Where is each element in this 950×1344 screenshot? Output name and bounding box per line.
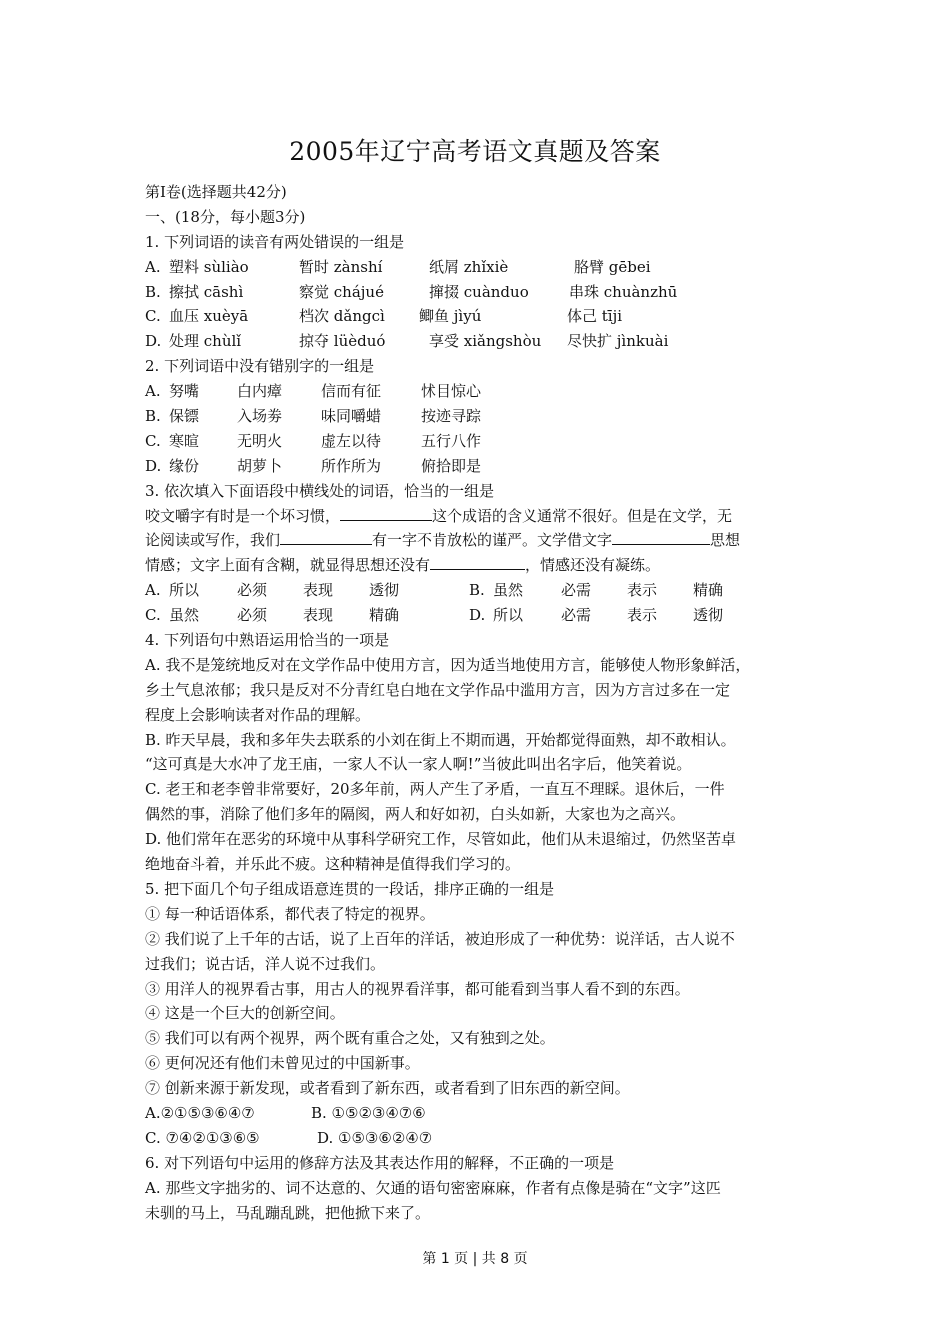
fill-blank-3	[612, 528, 710, 545]
question-2-option-c: C. 寒暄 无明火 虚左以待 五行八作	[145, 431, 482, 450]
question-1-stem: 1. 下列词语的读音有两处错误的一组是	[145, 232, 405, 251]
document-title: 2005年辽宁高考语文真题及答案	[289, 137, 661, 166]
question-2-option-d: D. 缘份 胡萝卜 所作所为 俯拾即是	[145, 456, 482, 475]
question-2-option-b: B. 保镖 入场劵 味同嚼蜡 按迹寻踪	[145, 407, 482, 426]
question-3-options-ab: A. 所以 必须 表现 透彻 B. 虽然 必需 表示 精确	[145, 581, 724, 600]
question-1-option-c: C. 血压 xuèyā 档次 dǎngcì 鲫鱼 jìyú 体己 tīji	[145, 307, 623, 326]
question-3-stem: 3. 依次填入下面语段中横线处的词语，恰当的一组是	[145, 481, 495, 500]
question-4-option-a-line: A. 我不是笼统地反对在文学作品中使用方言，因为适当地使用方言，能够使人物形象鲜活，	[145, 655, 751, 674]
question-5-stem: 5. 把下面几个句子组成语意连贯的一段话，排序正确的一组是	[145, 879, 555, 898]
question-4-option-b-line: “这可真是大水冲了龙王庙，一家人不认一家人啊!”当彼此叫出名字后，他笑着说。	[145, 755, 692, 774]
question-5-sentence: ① 每一种话语体系，都代表了特定的视界。	[145, 904, 435, 923]
question-5-sentence: ④ 这是一个巨大的创新空间。	[145, 1004, 345, 1023]
question-5-sentence: ⑦ 创新来源于新发现，或者看到了新东西，或者看到了旧东西的新空间。	[145, 1079, 630, 1098]
question-5-options-cd: C. ⑦④②①③⑥⑤ D. ①⑤③⑥②④⑦	[145, 1128, 433, 1147]
question-1-option-a: A. 塑料 sùliào 暂时 zànshí 纸屑 zhǐxiè 胳臂 gēbei	[145, 257, 651, 276]
question-4-option-a-line: 乡土气息浓郁；我只是反对不分青红皂白地在文学作品中滥用方言，因为方言过多在一定	[145, 680, 731, 699]
question-5-sentence: ⑥ 更何况还有他们未曾见过的中国新事。	[145, 1054, 420, 1073]
question-4-option-c-line: 偶然的事，消除了他们多年的隔阂，两人和好如初，白头如新，大家也为之高兴。	[145, 805, 686, 824]
fill-blank-4	[430, 553, 525, 570]
question-3-passage-line-1: 咬文嚼字有时是一个坏习惯， 这个成语的含义通常不很好。但是在文学，无	[145, 504, 825, 529]
part-heading: 一、(18分，每小题3分)	[145, 207, 306, 226]
question-5-sentence: ⑤ 我们可以有两个视界，两个既有重合之处，又有独到之处。	[145, 1029, 555, 1048]
question-3-options-cd: C. 虽然 必须 表现 精确 D. 所以 必需 表示 透彻	[145, 606, 724, 625]
question-4-stem: 4. 下列语句中熟语运用恰当的一项是	[145, 631, 390, 650]
document-body	[145, 180, 825, 1225]
question-5-sentence: ③ 用洋人的视界看古事，用古人的视界看洋事，都可能看到当事人看不到的东西。	[145, 979, 690, 998]
question-4-option-d-line: 绝地奋斗着，并乐此不疲。这种精神是值得我们学习的。	[145, 855, 521, 874]
question-4-option-a-line: 程度上会影响读者对作品的理解。	[145, 705, 371, 724]
fill-blank-2	[280, 528, 372, 545]
question-5-sentence: 过我们；说古话，洋人说不过我们。	[145, 954, 386, 973]
question-3-passage-line-2: 论阅读或写作，我们 有一字不肯放松的谨严。文学借文字 思想	[145, 528, 825, 553]
section-header: 第Ⅰ卷(选择题共42分)	[145, 183, 287, 201]
question-2-option-a: A. 努嘴 白内瘴 信而有征 怵目惊心	[145, 382, 482, 401]
question-6-stem: 6. 对下列语句中运用的修辞方法及其表达作用的解释，不正确的一项是	[145, 1153, 615, 1172]
question-3-passage-line-3: 情感；文字上面有含糊，就显得思想还没有 ，情感还没有凝练。	[145, 553, 825, 578]
question-5-sentence: ② 我们说了上千年的古话，说了上百年的洋话，被迫形成了一种优势：说洋话，古人说不	[145, 929, 735, 948]
question-4-option-d-line: D. 他们常年在恶劣的环境中从事科学研究工作，尽管如此，他们从未退缩过，仍然坚苦卓	[145, 830, 737, 849]
page-footer: 第 1 页 | 共 8 页	[422, 1251, 528, 1267]
fill-blank-1	[340, 504, 432, 521]
question-2-stem: 2. 下列词语中没有错别字的一组是	[145, 357, 375, 376]
question-4-option-b-line: B. 昨天早晨，我和多年失去联系的小刘在街上不期而遇，开始都觉得面熟，却不敢相认。	[145, 730, 736, 749]
question-1-option-b: B. 擦拭 cāshì 察觉 chájué 撺掇 cuànduo 串珠 chuànzhū	[145, 282, 678, 301]
question-1-option-d: D. 处理 chùlǐ 掠夺 lüèduó 享受 xiǎngshòu 尽快扩 jìnkuài	[145, 332, 669, 351]
question-5-options-ab: A.②①⑤③⑥④⑦ B. ①⑤②③④⑦⑥	[145, 1103, 426, 1122]
question-6-option-a-line: 未驯的马上，马乱蹦乱跳，把他掀下来了。	[145, 1203, 431, 1222]
question-6-option-a-line: A. 那些文字拙劣的、词不达意的、欠通的语句密密麻麻，作者有点像是骑在“文字”这匹	[145, 1178, 721, 1197]
question-4-option-c-line: C. 老王和老李曾非常要好，20多年前，两人产生了矛盾，一直互不理睬。退休后，一件	[145, 780, 725, 799]
